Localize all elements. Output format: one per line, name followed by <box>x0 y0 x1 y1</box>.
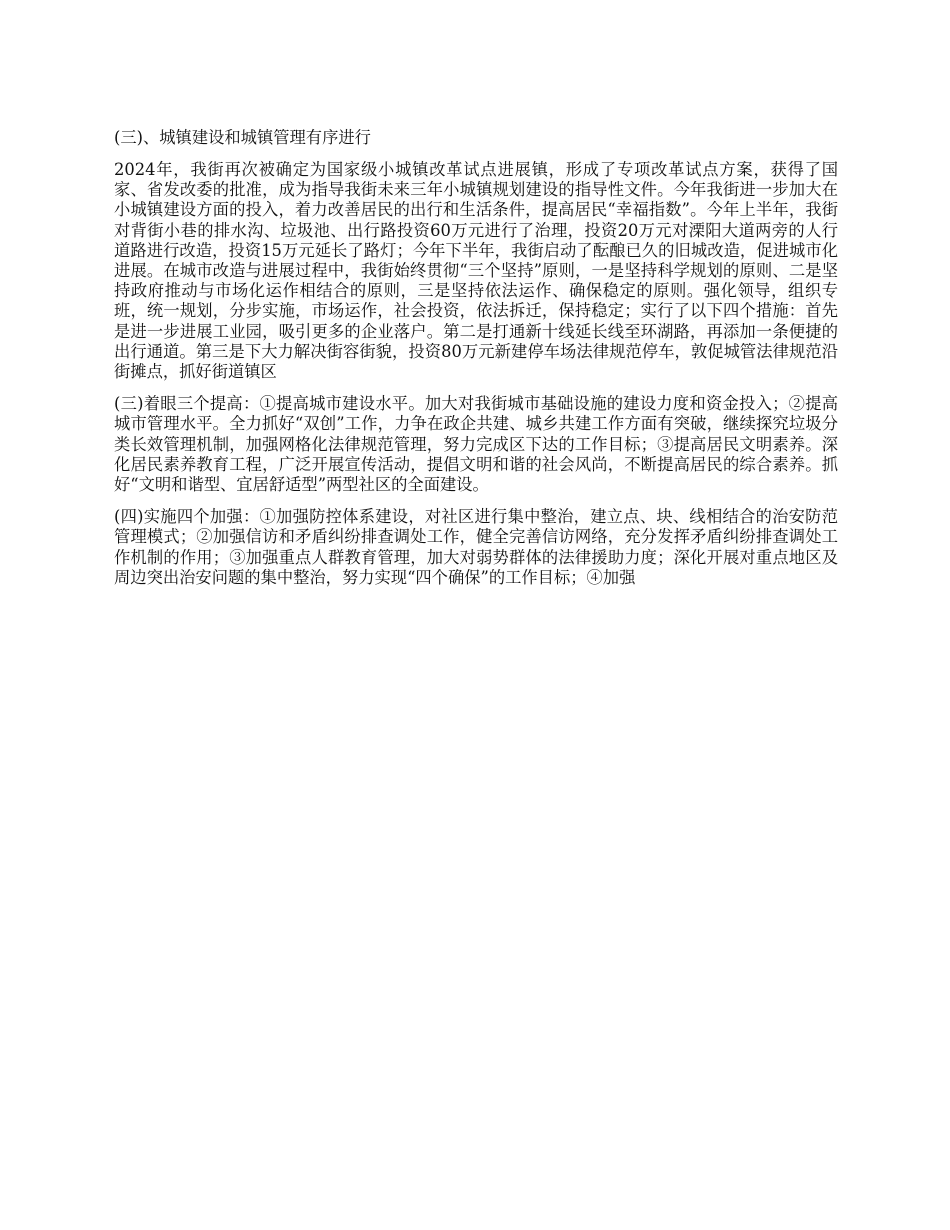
paragraph-urban-construction: 2024年，我街再次被确定为国家级小城镇改革试点进展镇，形成了专项改革试点方案，获得了国家、省发改委的批准，成为指导我街未来三年小城镇规划建设的指导性文件。今年我街进一步加大在小城镇建设方面的投入，着力改善居民的出行和生活条件，提高居民“幸福指数”。今年上半年，我街对背街小巷的排水沟、垃圾池、出行路投资60万元进行了治理，投资20万元对溧阳大道两旁的人行道路进行改造，投资15万元延长了路灯；今年下半年，我街启动了酝酿已久的旧城改造，促进城市化进展。在城市改造与进展过程中，我街始终贯彻“三个坚持”原则，一是坚持科学规划的原则、二是坚持政府推动与市场化运作相结合的原则，三是坚持依法运作、确保稳定的原则。强化领导，组织专班，统一规划，分步实施，市场运作，社会投资，依法拆迁，保持稳定；实行了以下四个措施：首先是进一步进展工业园，吸引更多的企业落户。第二是打通新十线延长线至环湖路，再添加一条便捷的出行通道。第三是下大力解决街容街貌，投资80万元新建停车场法律规范停车，敦促城管法律规范沿街摊点，抓好街道镇区 <box>114 160 838 382</box>
section-heading: (三)、城镇建设和城镇管理有序进行 <box>114 128 371 147</box>
paragraph-three-improvements: (三)着眼三个提高：①提高城市建设水平。加大对我街城市基础设施的建设力度和资金投入；②提高城市管理水平。全力抓好“双创”工作，力争在政企共建、城乡共建工作方面有突破，继续探究垃圾分类长效管理机制，加强网格化法律规范管理，努力完成区下达的工作目标；③提高居民文明素养。深化居民素养教育工程，广泛开展宣传活动，提倡文明和谐的社会风尚，不断提高居民的综合素养。抓好“文明和谐型、宜居舒适型”两型社区的全面建设。 <box>114 394 838 495</box>
paragraph-four-strengthenings: (四)实施四个加强：①加强防控体系建设，对社区进行集中整治，建立点、块、线相结合的治安防范管理模式；②加强信访和矛盾纠纷排查调处工作，健全完善信访网络，充分发挥矛盾纠纷排查调处工作机制的作用；③加强重点人群教育管理，加大对弱势群体的法律援助力度；深化开展对重点地区及周边突出治安问题的集中整治，努力实现“四个确保”的工作目标；④加强 <box>114 507 838 587</box>
